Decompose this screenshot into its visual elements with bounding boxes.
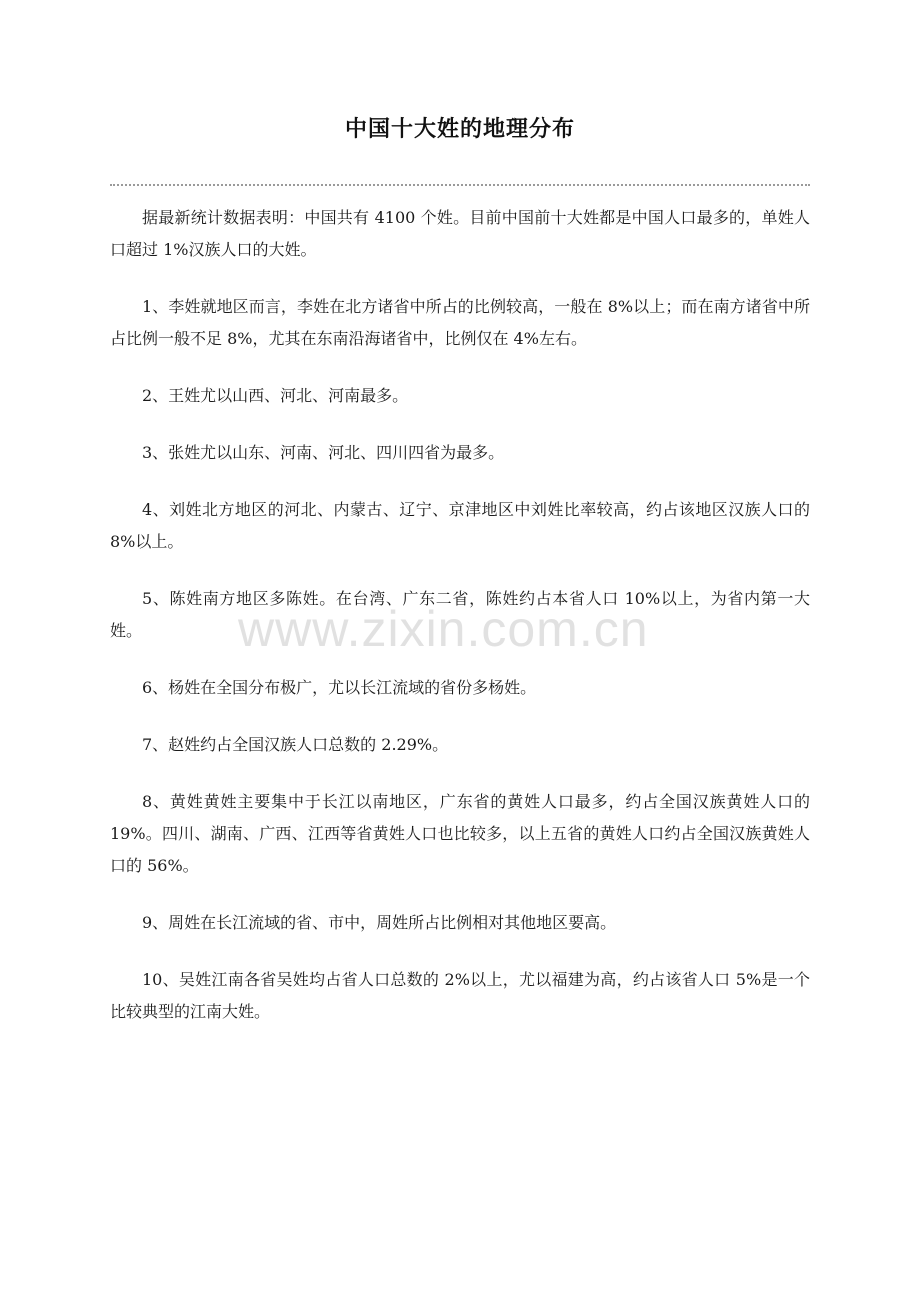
paragraph-chen-surname: 5、陈姓南方地区多陈姓。在台湾、广东二省，陈姓约占本省人口 10%以上，为省内第一大姓。 <box>110 589 810 640</box>
paragraph-zhou-surname: 9、周姓在长江流域的省、市中，周姓所占比例相对其他地区要高。 <box>142 913 617 932</box>
paragraph-zhao-surname: 7、赵姓约占全国汉族人口总数的 2.29%。 <box>142 735 449 754</box>
document-body <box>110 202 810 1053</box>
paragraph-yang-surname: 6、杨姓在全国分布极广，尤以长江流域的省份多杨姓。 <box>142 678 537 697</box>
paragraph-li-surname: 1、李姓就地区而言，李姓在北方诸省中所占的比例较高，一般在 8%以上；而在南方诸省中所占比例一般不足 8%，尤其在东南沿海诸省中，比例仅在 4%左右。 <box>110 297 810 348</box>
paragraph-wang-surname: 2、王姓尤以山西、河北、河南最多。 <box>142 386 409 405</box>
intro-paragraph: 据最新统计数据表明：中国共有 4100 个姓。目前中国前十大姓都是中国人口最多的，单姓人口超过 1%汉族人口的大姓。 <box>110 208 810 259</box>
document-title: 中国十大姓的地理分布 <box>344 116 575 142</box>
paragraph-liu-surname: 4、刘姓北方地区的河北、内蒙古、辽宁、京津地区中刘姓比率较高，约占该地区汉族人口的 8%以上。 <box>110 500 810 551</box>
watermark: www.zixin.com.cn <box>238 601 649 657</box>
title-divider <box>110 184 810 186</box>
paragraph-huang-surname: 8、黄姓黄姓主要集中于长江以南地区，广东省的黄姓人口最多，约占全国汉族黄姓人口的 19%。四川、湖南、广西、江西等省黄姓人口也比较多，以上五省的黄姓人口约占全国汉族黄姓人口的 56%。 <box>110 792 810 875</box>
paragraph-zhang-surname: 3、张姓尤以山东、河南、河北、四川四省为最多。 <box>142 443 505 462</box>
paragraph-wu-surname: 10、吴姓江南各省吴姓均占省人口总数的 2%以上，尤以福建为高，约占该省人口 5%是一个比较典型的江南大姓。 <box>110 970 810 1021</box>
